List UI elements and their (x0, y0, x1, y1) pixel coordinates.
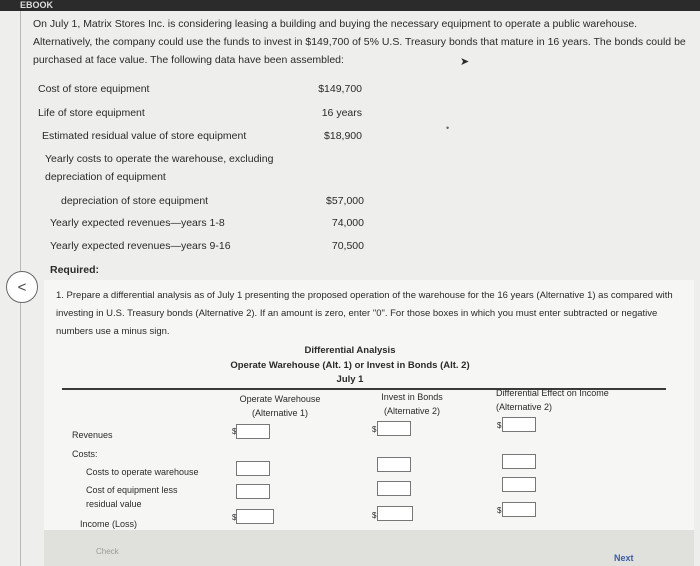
data-label: Estimated residual value of store equipment (42, 130, 247, 142)
currency-sign: $ (232, 513, 237, 522)
col-header-diff: Differential Effect on Income (Alternative 2) (496, 388, 609, 412)
currency-sign: $ (497, 421, 502, 430)
mouse-cursor-icon: ➤ (460, 56, 470, 68)
data-label: Yearly expected revenues—years 9-16 (50, 240, 231, 252)
data-value: $18,900 (324, 130, 362, 142)
analysis-date: July 1 (336, 374, 364, 385)
data-value: 16 years (321, 107, 362, 119)
data-label: Life of store equipment (38, 107, 145, 119)
col-header-alt2: Invest in Bonds (Alternative 2) (381, 392, 443, 416)
currency-sign: $ (372, 511, 377, 520)
currency-sign: $ (232, 427, 237, 436)
alt1-equipment-input[interactable] (236, 484, 270, 499)
data-value: 70,500 (331, 240, 364, 252)
data-label: depreciation of equipment (45, 171, 166, 183)
ebook-tab[interactable]: EBOOK (20, 0, 54, 10)
diff-revenues-input[interactable] (502, 417, 536, 432)
row-label-income: Income (Loss) (80, 519, 138, 529)
data-value: 74,000 (331, 217, 364, 229)
currency-sign: $ (497, 506, 502, 515)
alt1-income-input[interactable] (236, 509, 274, 524)
check-link[interactable]: Check (96, 547, 119, 556)
data-label: Yearly expected revenues—years 1-8 (50, 217, 225, 229)
top-bar (0, 0, 700, 11)
footer-bar (44, 530, 694, 566)
diff-equipment-input[interactable] (502, 477, 536, 492)
data-value: $149,700 (318, 83, 362, 95)
next-button[interactable]: Next (614, 553, 634, 563)
chevron-left-icon: < (17, 278, 27, 296)
alt2-operate-input[interactable] (377, 457, 411, 472)
data-value: $57,000 (326, 195, 364, 207)
alt1-revenues-input[interactable] (236, 424, 270, 439)
diff-income-input[interactable] (502, 502, 536, 517)
row-label-revenues: Revenues (72, 430, 113, 440)
row-label-residual: residual value (86, 499, 142, 509)
data-label: Yearly costs to operate the warehouse, excluding (45, 153, 274, 165)
data-label: Cost of store equipment (38, 83, 150, 95)
row-label-operate: Costs to operate warehouse (86, 467, 199, 477)
problem-intro: On July 1, Matrix Stores Inc. is considering leasing a building and buying the necessary equipment to operate a public warehouse. Alternatively, the company could use the funds to invest in $149,700 of 5% U.S. Treasury bonds that mature in 16 years. The bonds could be purchased at face value. The following data have been assembled: (33, 18, 686, 66)
back-button[interactable] (6, 271, 38, 303)
alt1-operate-input[interactable] (236, 461, 270, 476)
analysis-title: Differential Analysis (304, 345, 396, 356)
row-label-equipment: Cost of equipment less (86, 485, 178, 495)
alt2-revenues-input[interactable] (377, 421, 411, 436)
required-heading: Required: (50, 264, 100, 276)
diff-operate-input[interactable] (502, 454, 536, 469)
data-label: depreciation of store equipment (61, 195, 209, 207)
analysis-subtitle: Operate Warehouse (Alt. 1) or Invest in Bonds (Alt. 2) (230, 360, 470, 371)
alt2-equipment-input[interactable] (377, 481, 411, 496)
col-header-alt1: Operate Warehouse (Alternative 1) (239, 394, 321, 418)
question-text: 1. Prepare a differential analysis as of July 1 presenting the proposed operation of the warehouse for the 16 years (Alternative 1) as compared with investing in U.S. Treasury bonds (Alternative 2). If an amount is zero, enter "0". For those boxes in which you must enter subtracted or negative numbers use a minus sign. (56, 290, 673, 337)
alt2-income-input[interactable] (377, 506, 413, 521)
currency-sign: $ (372, 425, 377, 434)
row-label-costs: Costs: (72, 449, 98, 459)
marker-icon: • (446, 123, 450, 133)
